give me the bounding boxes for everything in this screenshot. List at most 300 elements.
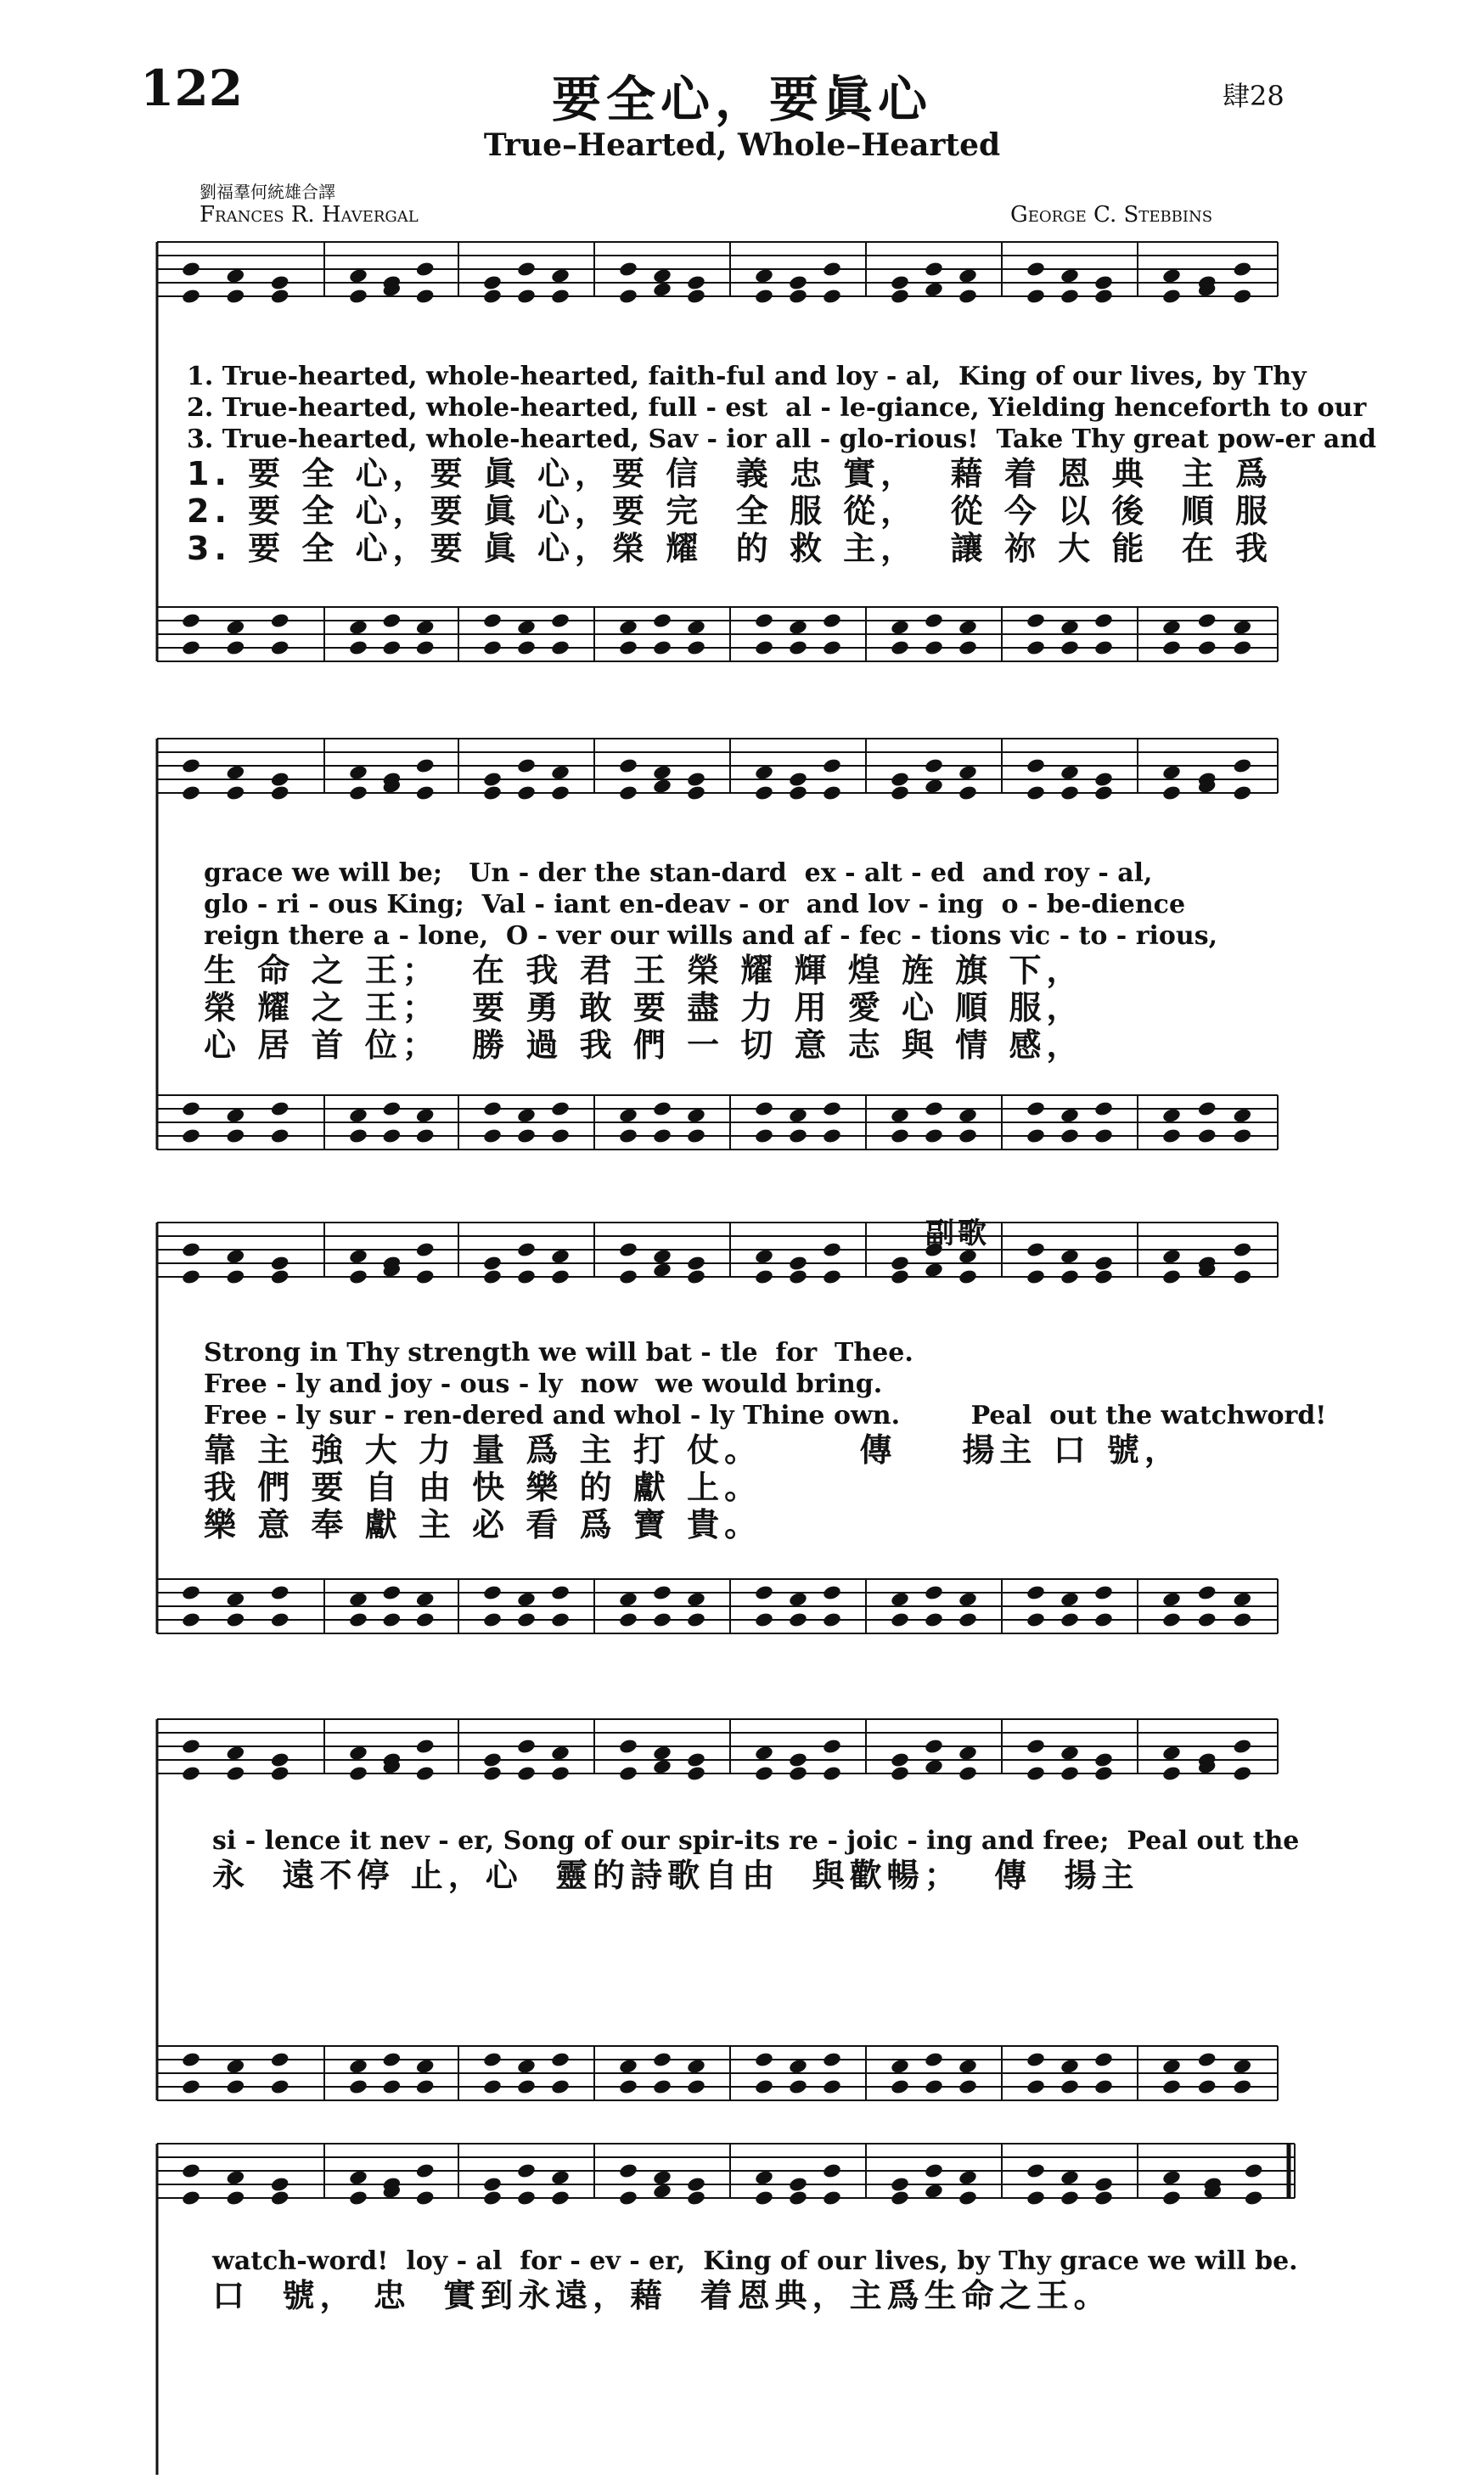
note-head <box>788 288 808 305</box>
note-head <box>1026 288 1046 305</box>
note-head <box>382 2051 402 2068</box>
note-head <box>181 2078 201 2095</box>
note-head <box>652 764 672 781</box>
note-head <box>652 2169 672 2186</box>
note-head <box>482 1751 503 1768</box>
note-head <box>550 1765 571 1782</box>
note-head <box>788 784 808 801</box>
note-head <box>1197 2051 1217 2068</box>
note-head <box>618 1738 638 1755</box>
note-head <box>550 1248 571 1265</box>
note-head <box>890 1268 910 1285</box>
hymn-number: 122 <box>140 59 244 117</box>
note-head <box>924 1127 944 1144</box>
note-head <box>1161 2169 1182 2186</box>
note-head <box>1026 2051 1046 2068</box>
note-head <box>618 1611 638 1628</box>
note-head <box>1161 2078 1182 2095</box>
note-head <box>226 288 246 305</box>
note-head <box>618 1107 638 1124</box>
note-head <box>550 1127 571 1144</box>
lyrics-system-4 <box>212 1825 1350 1894</box>
note-head <box>181 261 201 278</box>
note-head <box>958 764 978 781</box>
note-head <box>890 1591 910 1608</box>
note-head <box>1060 2058 1080 2075</box>
note-head <box>550 2190 571 2206</box>
note-head <box>1093 274 1114 291</box>
lyrics-system-3 <box>204 1337 1341 1543</box>
note-head <box>618 1268 638 1285</box>
note-head <box>754 2078 774 2095</box>
note-head <box>348 2078 368 2095</box>
note-head <box>822 757 842 774</box>
note-head <box>348 1611 368 1628</box>
note-head <box>270 1751 290 1768</box>
note-head <box>1026 1241 1046 1258</box>
note-head <box>1060 1745 1080 1762</box>
note-head <box>516 1591 537 1608</box>
note-head <box>1161 784 1182 801</box>
note-head <box>618 1591 638 1608</box>
note-head <box>550 784 571 801</box>
note-head <box>652 1262 672 1279</box>
note-head <box>788 274 808 291</box>
note-head <box>1233 288 1253 305</box>
note-head <box>822 1241 842 1258</box>
lyric-line-en: 2. True-hearted, whole-hearted, full - est al - le-giance, Yielding henceforth to our <box>187 393 1367 423</box>
note-head <box>1233 1738 1253 1755</box>
note-head <box>686 1255 706 1272</box>
note-head <box>1161 1248 1182 1265</box>
note-head <box>1026 1584 1046 1601</box>
note-head <box>1233 619 1253 636</box>
note-head <box>226 2190 246 2206</box>
note-head <box>788 1751 808 1768</box>
note-head <box>550 1611 571 1628</box>
note-head <box>550 1100 571 1117</box>
note-head <box>226 1268 246 1285</box>
note-head <box>822 784 842 801</box>
note-head <box>415 288 436 305</box>
note-head <box>958 1127 978 1144</box>
note-head <box>348 2058 368 2075</box>
note-head <box>890 2058 910 2075</box>
note-head <box>652 1745 672 1762</box>
note-head <box>958 1591 978 1608</box>
note-head <box>1060 639 1080 656</box>
note-head <box>618 1765 638 1782</box>
note-head <box>822 2190 842 2206</box>
note-head <box>890 1751 910 1768</box>
note-head <box>890 2190 910 2206</box>
note-head <box>924 778 944 795</box>
lyric-line-en: 1. True-hearted, whole-hearted, faith-ful and loy - al, King of our lives, by Thy <box>187 362 1307 391</box>
note-head <box>686 2176 706 2193</box>
note-head <box>822 1268 842 1285</box>
note-head <box>652 778 672 795</box>
note-head <box>1244 2162 1264 2179</box>
note-head <box>890 1127 910 1144</box>
note-head <box>1233 1765 1253 1782</box>
note-head <box>348 1591 368 1608</box>
note-head <box>482 1268 503 1285</box>
note-head <box>1244 2190 1264 2206</box>
note-head <box>686 619 706 636</box>
note-head <box>1093 288 1114 305</box>
note-head <box>924 281 944 298</box>
note-head <box>482 1100 503 1117</box>
note-head <box>822 1738 842 1755</box>
note-head <box>958 2169 978 2186</box>
note-head <box>754 2169 774 2186</box>
lyric-line-zh: 生 命 之 王； 在 我 君 王 榮 耀 輝 煌 旌 旗 下， <box>204 952 1084 989</box>
note-head <box>822 1765 842 1782</box>
note-head <box>686 2190 706 2206</box>
note-head <box>890 639 910 656</box>
note-head <box>652 267 672 284</box>
note-head <box>382 1611 402 1628</box>
note-head <box>1026 1127 1046 1144</box>
note-head <box>754 1248 774 1265</box>
note-head <box>1233 757 1253 774</box>
note-head <box>1093 1611 1114 1628</box>
note-head <box>270 1127 290 1144</box>
note-head <box>1060 267 1080 284</box>
note-head <box>822 1100 842 1117</box>
note-head <box>686 1591 706 1608</box>
note-head <box>550 267 571 284</box>
lyric-line-en: 3. True-hearted, whole-hearted, Sav - ior all - glo-rious! Take Thy great pow-er and <box>187 424 1377 454</box>
note-head <box>1060 1127 1080 1144</box>
note-head <box>270 1268 290 1285</box>
note-head <box>958 639 978 656</box>
note-head <box>958 2190 978 2206</box>
note-head <box>1161 1127 1182 1144</box>
note-head <box>822 1584 842 1601</box>
note-head <box>1060 1268 1080 1285</box>
note-head <box>415 1591 436 1608</box>
note-head <box>226 1745 246 1762</box>
note-head <box>550 639 571 656</box>
lyric-line-zh: 靠 主 強 大 力 量 爲 主 打 仗。 傳 揚主 口 號， <box>204 1431 1182 1469</box>
note-head <box>482 2190 503 2206</box>
note-head <box>382 612 402 629</box>
note-head <box>890 274 910 291</box>
note-head <box>652 612 672 629</box>
note-head <box>1026 2190 1046 2206</box>
note-head <box>788 771 808 788</box>
note-head <box>754 1611 774 1628</box>
lyric-line-zh: 永 遠不停 止，心 靈的詩歌自由 與歡暢； 傳 揚主 <box>212 1857 1139 1894</box>
note-head <box>1233 784 1253 801</box>
note-head <box>1060 1611 1080 1628</box>
note-head <box>1197 1611 1217 1628</box>
note-head <box>348 764 368 781</box>
lyric-line-zh: 口 號， 忠 實到永遠，藉 着恩典，主爲生命之王。 <box>212 2277 1111 2314</box>
note-head <box>226 2169 246 2186</box>
note-head <box>618 2058 638 2075</box>
note-head <box>754 1127 774 1144</box>
note-head <box>181 1127 201 1144</box>
note-head <box>1093 612 1114 629</box>
note-head <box>181 2190 201 2206</box>
note-head <box>1060 784 1080 801</box>
note-head <box>822 612 842 629</box>
note-head <box>226 639 246 656</box>
note-head <box>181 1241 201 1258</box>
note-head <box>181 612 201 629</box>
note-head <box>958 2078 978 2095</box>
note-head <box>382 639 402 656</box>
note-head <box>1161 267 1182 284</box>
note-head <box>652 2078 672 2095</box>
note-head <box>618 2162 638 2179</box>
note-head <box>788 2190 808 2206</box>
note-head <box>958 288 978 305</box>
note-head <box>1233 1268 1253 1285</box>
title-chinese: 要全心，要眞心 <box>551 70 932 128</box>
note-head <box>382 1100 402 1117</box>
note-head <box>270 1584 290 1601</box>
note-head <box>1233 2058 1253 2075</box>
note-head <box>270 2051 290 2068</box>
note-head <box>924 2162 944 2179</box>
lyric-line-en: Free - ly and joy - ous - ly now we would bring. <box>204 1369 883 1399</box>
note-head <box>415 261 436 278</box>
note-head <box>1093 2078 1114 2095</box>
note-head <box>1093 771 1114 788</box>
note-head <box>890 1611 910 1628</box>
note-head <box>226 1765 246 1782</box>
note-head <box>270 1611 290 1628</box>
note-head <box>686 2078 706 2095</box>
note-head <box>924 612 944 629</box>
note-head <box>516 1241 537 1258</box>
note-head <box>348 288 368 305</box>
note-head <box>788 639 808 656</box>
note-head <box>482 2176 503 2193</box>
note-head <box>550 1745 571 1762</box>
note-head <box>958 1268 978 1285</box>
note-head <box>686 1268 706 1285</box>
note-head <box>686 1765 706 1782</box>
note-head <box>181 1611 201 1628</box>
note-head <box>226 2058 246 2075</box>
note-head <box>788 1107 808 1124</box>
note-head <box>652 1758 672 1775</box>
note-head <box>516 1611 537 1628</box>
note-head <box>415 757 436 774</box>
lyric-line-en: Free - ly sur - ren-dered and whol - ly Thine own. Peal out the watchword! <box>204 1401 1327 1431</box>
note-head <box>924 1611 944 1628</box>
note-head <box>226 1611 246 1628</box>
note-head <box>924 1584 944 1601</box>
note-head <box>482 612 503 629</box>
note-head <box>415 784 436 801</box>
note-head <box>686 1751 706 1768</box>
lyric-line-en: reign there a - lone, O - ver our wills and af - fec - tions vic - to - rious, <box>204 921 1218 951</box>
note-head <box>754 1268 774 1285</box>
note-head <box>482 274 503 291</box>
note-head <box>1060 2078 1080 2095</box>
note-head <box>822 288 842 305</box>
title-english: True–Hearted, Whole–Hearted <box>483 127 1001 163</box>
note-head <box>348 1248 368 1265</box>
note-head <box>618 1241 638 1258</box>
note-head <box>415 2058 436 2075</box>
note-head <box>1026 612 1046 629</box>
note-head <box>1060 2169 1080 2186</box>
note-head <box>686 1107 706 1124</box>
note-head <box>1161 764 1182 781</box>
note-head <box>958 619 978 636</box>
note-head <box>270 2176 290 2193</box>
note-head <box>415 1765 436 1782</box>
note-head <box>890 2078 910 2095</box>
note-head <box>1161 1765 1182 1782</box>
note-head <box>652 1127 672 1144</box>
note-head <box>482 2051 503 2068</box>
note-head <box>415 639 436 656</box>
note-head <box>270 1100 290 1117</box>
note-head <box>516 757 537 774</box>
note-head <box>924 2078 944 2095</box>
note-head <box>1233 1127 1253 1144</box>
note-head <box>890 1765 910 1782</box>
note-head <box>618 261 638 278</box>
note-head <box>1197 2078 1217 2095</box>
note-head <box>652 281 672 298</box>
note-head <box>226 1127 246 1144</box>
note-head <box>550 2078 571 2095</box>
note-head <box>686 2058 706 2075</box>
note-head <box>686 1611 706 1628</box>
note-head <box>550 288 571 305</box>
note-head <box>618 757 638 774</box>
note-head <box>1060 2190 1080 2206</box>
note-head <box>754 288 774 305</box>
note-head <box>270 274 290 291</box>
note-head <box>348 619 368 636</box>
note-head <box>226 764 246 781</box>
note-head <box>1060 1765 1080 1782</box>
note-head <box>652 2183 672 2200</box>
note-head <box>1026 1765 1046 1782</box>
note-head <box>270 2190 290 2206</box>
refrain-label: 副歌 <box>925 1217 990 1251</box>
note-head <box>1026 2162 1046 2179</box>
note-head <box>516 784 537 801</box>
note-head <box>415 2190 436 2206</box>
note-head <box>415 2162 436 2179</box>
lyric-line-en: Strong in Thy strength we will bat - tle for Thee. <box>204 1338 913 1368</box>
note-head <box>415 1268 436 1285</box>
note-head <box>348 784 368 801</box>
note-head <box>754 2190 774 2206</box>
note-head <box>516 1765 537 1782</box>
note-head <box>1093 784 1114 801</box>
note-head <box>924 261 944 278</box>
note-head <box>1060 1107 1080 1124</box>
note-head <box>788 1127 808 1144</box>
note-head <box>550 612 571 629</box>
lyrics-system-2 <box>204 857 1341 1064</box>
note-head <box>482 1127 503 1144</box>
note-head <box>958 784 978 801</box>
note-head <box>822 2078 842 2095</box>
note-head <box>618 288 638 305</box>
note-head <box>516 639 537 656</box>
note-head <box>415 1127 436 1144</box>
note-head <box>1093 1255 1114 1272</box>
note-head <box>516 2058 537 2075</box>
note-head <box>958 1765 978 1782</box>
note-head <box>1093 2176 1114 2193</box>
note-head <box>958 267 978 284</box>
note-head <box>1093 1268 1114 1285</box>
note-head <box>1026 639 1046 656</box>
note-head <box>1233 2078 1253 2095</box>
note-head <box>924 1738 944 1755</box>
note-head <box>516 1268 537 1285</box>
note-head <box>1093 1100 1114 1117</box>
note-head <box>924 2051 944 2068</box>
note-head <box>270 612 290 629</box>
note-head <box>1161 1591 1182 1608</box>
note-head <box>550 764 571 781</box>
note-head <box>1093 2051 1114 2068</box>
note-head <box>686 639 706 656</box>
note-head <box>822 261 842 278</box>
note-head <box>652 1100 672 1117</box>
note-head <box>348 2169 368 2186</box>
note-head <box>924 639 944 656</box>
note-head <box>958 1745 978 1762</box>
author-credit: Frances R. Havergal <box>200 202 419 228</box>
note-head <box>686 288 706 305</box>
note-head <box>415 1241 436 1258</box>
note-head <box>1197 1127 1217 1144</box>
note-head <box>181 2162 201 2179</box>
lyric-line-zh: 2. 要 全 心，要 眞 心，要 完 全 服 從， 從 今 以 後 順 服 <box>187 492 1273 530</box>
note-head <box>1161 1107 1182 1124</box>
note-head <box>1026 757 1046 774</box>
note-head <box>270 639 290 656</box>
note-head <box>1026 1611 1046 1628</box>
note-head <box>924 1262 944 1279</box>
note-head <box>550 2051 571 2068</box>
note-head <box>270 784 290 801</box>
lyric-line-en: grace we will be; Un - der the stan-dard ex - alt - ed and roy - al, <box>204 858 1153 888</box>
note-head <box>1233 1107 1253 1124</box>
tune-code: 肆28 <box>1223 80 1284 112</box>
note-head <box>958 1107 978 1124</box>
note-head <box>516 2190 537 2206</box>
note-head <box>550 1268 571 1285</box>
note-head <box>181 1584 201 1601</box>
note-head <box>1026 784 1046 801</box>
note-head <box>924 2183 944 2200</box>
note-head <box>754 2051 774 2068</box>
note-head <box>618 619 638 636</box>
note-head <box>1060 1248 1080 1265</box>
note-head <box>890 619 910 636</box>
note-head <box>1093 639 1114 656</box>
note-head <box>516 288 537 305</box>
note-head <box>348 1745 368 1762</box>
note-head <box>516 1738 537 1755</box>
